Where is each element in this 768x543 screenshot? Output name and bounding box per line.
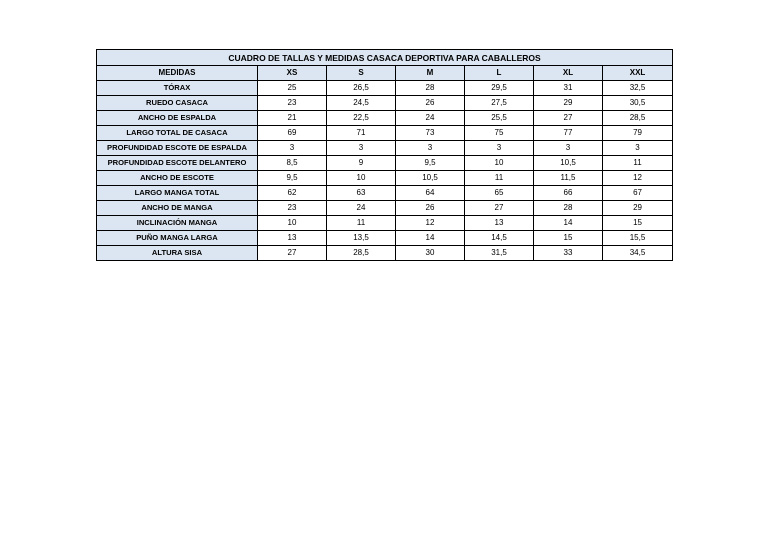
header-row (97, 66, 673, 81)
table-cell: 28 (534, 201, 603, 216)
row-label: PROFUNDIDAD ESCOTE DELANTERO (97, 156, 258, 171)
table-cell: 27,5 (465, 96, 534, 111)
table-cell: 24 (327, 201, 396, 216)
table-cell: 14,5 (465, 231, 534, 246)
title-row (97, 50, 673, 66)
table-cell: 33 (534, 246, 603, 261)
row-label: ANCHO DE ESPALDA (97, 111, 258, 126)
row-label: TÓRAX (97, 81, 258, 96)
table-cell: 29,5 (465, 81, 534, 96)
table-cell: 10 (258, 216, 327, 231)
table-cell: 77 (534, 126, 603, 141)
table-cell: 26,5 (327, 81, 396, 96)
table-body (97, 50, 673, 261)
table-cell: 30,5 (603, 96, 673, 111)
table-cell: 71 (327, 126, 396, 141)
table-cell: 21 (258, 111, 327, 126)
table-cell: 3 (465, 141, 534, 156)
table-cell: 64 (396, 186, 465, 201)
header-size-xxl: XXL (603, 66, 673, 81)
table-cell: 32,5 (603, 81, 673, 96)
table-row (97, 231, 673, 246)
header-measure-label: MEDIDAS (97, 66, 258, 81)
table-cell: 15 (603, 216, 673, 231)
table-cell: 27 (465, 201, 534, 216)
table-cell: 28 (396, 81, 465, 96)
table-row (97, 216, 673, 231)
table-row (97, 201, 673, 216)
table-cell: 31,5 (465, 246, 534, 261)
table-cell: 9,5 (258, 171, 327, 186)
table-cell: 79 (603, 126, 673, 141)
table-cell: 29 (534, 96, 603, 111)
table-row (97, 96, 673, 111)
table-cell: 24,5 (327, 96, 396, 111)
table-row (97, 156, 673, 171)
table-cell: 10 (327, 171, 396, 186)
table-cell: 26 (396, 201, 465, 216)
header-size-m: M (396, 66, 465, 81)
table-cell: 26 (396, 96, 465, 111)
table-cell: 67 (603, 186, 673, 201)
table-cell: 9 (327, 156, 396, 171)
row-label: ANCHO DE MANGA (97, 201, 258, 216)
header-size-xs: XS (258, 66, 327, 81)
table-cell: 27 (534, 111, 603, 126)
table-cell: 15 (534, 231, 603, 246)
table-cell: 10,5 (534, 156, 603, 171)
row-label: LARGO MANGA TOTAL (97, 186, 258, 201)
table-cell: 13 (258, 231, 327, 246)
table-cell: 73 (396, 126, 465, 141)
table-cell: 23 (258, 201, 327, 216)
table-cell: 3 (258, 141, 327, 156)
size-chart-table (96, 49, 673, 261)
table-cell: 10,5 (396, 171, 465, 186)
table-cell: 12 (396, 216, 465, 231)
table-cell: 11 (603, 156, 673, 171)
header-size-xl: XL (534, 66, 603, 81)
table-cell: 75 (465, 126, 534, 141)
table-cell: 13 (465, 216, 534, 231)
table-cell: 8,5 (258, 156, 327, 171)
table-cell: 12 (603, 171, 673, 186)
table-cell: 27 (258, 246, 327, 261)
table-cell: 69 (258, 126, 327, 141)
table-cell: 9,5 (396, 156, 465, 171)
row-label: PUÑO MANGA LARGA (97, 231, 258, 246)
table-cell: 25 (258, 81, 327, 96)
table-cell: 14 (534, 216, 603, 231)
row-label: RUEDO CASACA (97, 96, 258, 111)
table-cell: 24 (396, 111, 465, 126)
table-cell: 11 (327, 216, 396, 231)
header-size-l: L (465, 66, 534, 81)
table-cell: 11,5 (534, 171, 603, 186)
table-cell: 3 (534, 141, 603, 156)
table-cell: 22,5 (327, 111, 396, 126)
table-cell: 3 (603, 141, 673, 156)
table-cell: 30 (396, 246, 465, 261)
table-row (97, 81, 673, 96)
table-row (97, 186, 673, 201)
table-cell: 10 (465, 156, 534, 171)
row-label: LARGO TOTAL DE CASACA (97, 126, 258, 141)
table-cell: 29 (603, 201, 673, 216)
table-cell: 34,5 (603, 246, 673, 261)
table-cell: 31 (534, 81, 603, 96)
table-cell: 14 (396, 231, 465, 246)
table-cell: 15,5 (603, 231, 673, 246)
table-cell: 25,5 (465, 111, 534, 126)
row-label: ALTURA SISA (97, 246, 258, 261)
table-cell: 3 (327, 141, 396, 156)
table-row (97, 111, 673, 126)
table-row (97, 171, 673, 186)
table-cell: 3 (396, 141, 465, 156)
table-cell: 11 (465, 171, 534, 186)
header-size-s: S (327, 66, 396, 81)
table-cell: 66 (534, 186, 603, 201)
table-cell: 13,5 (327, 231, 396, 246)
table-row (97, 246, 673, 261)
table-cell: 28,5 (327, 246, 396, 261)
table-title: CUADRO DE TALLAS Y MEDIDAS CASACA DEPORTIVA PARA CABALLEROS (97, 50, 673, 66)
table-row (97, 141, 673, 156)
table-row (97, 126, 673, 141)
row-label: INCLINACIÓN MANGA (97, 216, 258, 231)
table-cell: 23 (258, 96, 327, 111)
table-cell: 28,5 (603, 111, 673, 126)
table-cell: 62 (258, 186, 327, 201)
row-label: ANCHO DE ESCOTE (97, 171, 258, 186)
table-cell: 63 (327, 186, 396, 201)
table-cell: 65 (465, 186, 534, 201)
row-label: PROFUNDIDAD ESCOTE DE ESPALDA (97, 141, 258, 156)
